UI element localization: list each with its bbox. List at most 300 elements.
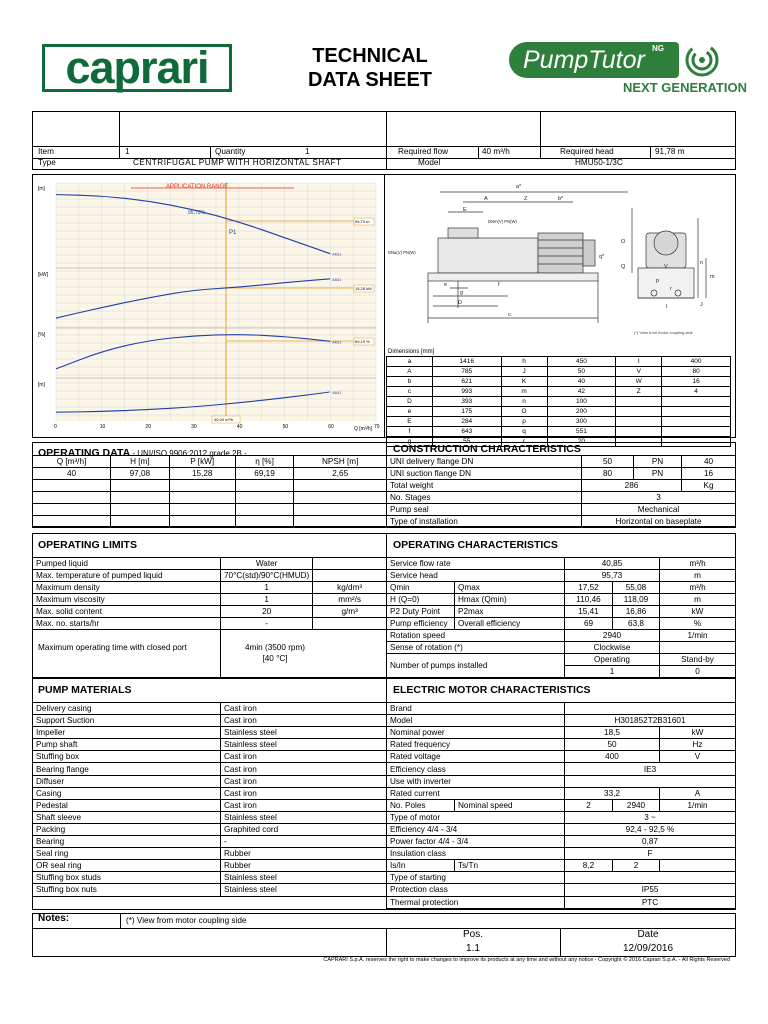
opchar-row (387, 606, 736, 618)
material-part: Support Suction (33, 715, 221, 727)
material-part: Bearing flange (33, 763, 221, 775)
dim-c: c (508, 312, 511, 318)
construction-heading: CONSTRUCTION CHARACTERISTICS (393, 443, 581, 455)
dimension-cell: 300 (547, 417, 616, 427)
x-tick-label: 10 (99, 424, 106, 430)
opchar-label-2: Qmax (455, 582, 565, 594)
construction-row (387, 480, 736, 492)
limits-value: - (221, 618, 313, 630)
curve-name-label: AM11 (332, 277, 342, 282)
pump-drawing (388, 178, 732, 350)
material-row (33, 848, 387, 860)
dim-e: e (444, 282, 448, 288)
dimension-cell: 551 (547, 427, 616, 437)
opchar-label: P2 Duty Point (387, 606, 455, 618)
motor-value: 50 (565, 739, 660, 751)
pos-value: 1.1 (466, 943, 480, 954)
opchar-label-2: Overall efficiency (455, 618, 565, 630)
dimension-cell: p (501, 417, 547, 427)
material-value: - (221, 836, 387, 848)
pos-label: Pos. (462, 929, 483, 940)
dimension-cell: 284 (432, 417, 501, 427)
pumptutor-logo: PumpTutor (509, 42, 679, 78)
dimension-cell (662, 417, 731, 427)
motor-label: Rated voltage (387, 751, 565, 763)
limits-label: Maximum density (33, 582, 221, 594)
dimension-cell: 40 (547, 377, 616, 387)
opchar-value: 110,46 (565, 594, 613, 606)
dim-I: I (666, 304, 668, 310)
dimension-cell: Z (616, 387, 662, 397)
dimension-cell (616, 397, 662, 407)
dim-p: p (656, 278, 660, 284)
opdata-empty (111, 504, 170, 516)
opchar-label: Service head (387, 570, 565, 582)
dimension-cell: 20 (547, 437, 616, 447)
opdata-header: P [kW] (169, 456, 235, 468)
material-value: Stainless steel (221, 884, 387, 896)
opdata-empty (294, 504, 387, 516)
operating-label: Operating (565, 654, 660, 666)
model-label: Model (418, 158, 441, 167)
material-row (33, 823, 387, 835)
construction-unit-label: PN (634, 468, 682, 480)
material-part: Stuffing box nuts (33, 884, 221, 896)
motor-table (386, 702, 736, 909)
opchar-unit: % (660, 618, 736, 630)
opdata-header: Q [m³/h] (33, 456, 111, 468)
opdata-value: 15,28 (169, 468, 235, 480)
annot-h: 95,73 m (355, 219, 370, 224)
construction-value: 80 (582, 468, 634, 480)
max-time-label: Maximum operating time with closed port (38, 643, 187, 652)
dimension-cell: D (387, 397, 433, 407)
dim-Q: Q (621, 264, 626, 270)
pump-materials-heading: PUMP MATERIALS (38, 684, 132, 696)
dimension-row (387, 377, 731, 387)
required-head-label: Required head (560, 147, 614, 156)
footer-copyright: CAPRARI S.p.A. reserves the right to make changes to improve its products at any time and without any notice - Copyright © 2016 Caprari S.p.A. - All Rights Reserved (323, 957, 730, 963)
opchar-row (387, 558, 736, 570)
construction-label: Pump seal (387, 504, 582, 516)
opchar-value-2: 63,8 (613, 618, 660, 630)
dimension-cell: 643 (432, 427, 501, 437)
dim-b: b* (558, 196, 564, 202)
opdata-empty (294, 492, 387, 504)
opchar-label: Rotation speed (387, 630, 565, 642)
material-part: Pump shaft (33, 739, 221, 751)
title-line-2: DATA SHEET (307, 69, 433, 91)
material-part: Delivery casing (33, 703, 221, 715)
opchar-unit (660, 642, 736, 654)
curve-name-label: AM11 (332, 252, 342, 257)
y-unit-h: [m] (38, 186, 45, 192)
dimension-cell: q (501, 427, 547, 437)
opdata-empty (33, 492, 111, 504)
motor-label: No. Poles (387, 799, 455, 811)
dimension-cell: 175 (432, 407, 501, 417)
dimension-row (387, 357, 731, 367)
dimension-cell: 621 (432, 377, 501, 387)
x-tick-label: 30 (191, 424, 197, 430)
material-value: Stainless steel (221, 727, 387, 739)
material-value: Cast iron (221, 799, 387, 811)
construction-unit-label: PN (634, 456, 682, 468)
material-row (33, 775, 387, 787)
dimension-cell: r (501, 437, 547, 447)
dimension-cell (662, 397, 731, 407)
construction-row (387, 516, 736, 528)
opdata-empty (235, 516, 294, 528)
material-part: Bearing (33, 836, 221, 848)
construction-unit-value: 16 (682, 468, 736, 480)
operating-data-table (32, 455, 387, 528)
date-value: 12/09/2016 (622, 943, 674, 954)
opdata-value-row (33, 468, 387, 480)
opdata-empty (169, 516, 235, 528)
dimension-row (387, 407, 731, 417)
material-value: Cast iron (221, 703, 387, 715)
operating-value: 1 (565, 666, 660, 678)
opchar-row (387, 642, 736, 654)
opdata-value: 2,65 (294, 468, 387, 480)
material-row (33, 751, 387, 763)
pumps-installed-table (386, 653, 736, 678)
motor-label: Efficiency class (387, 763, 565, 775)
dim-dna: DNa(V) PN(W) (388, 250, 416, 255)
opdata-empty (111, 480, 170, 492)
annot-eff: 69,19 % (355, 339, 370, 344)
limits-label: Max. solid content (33, 606, 221, 618)
material-value: Cast iron (221, 787, 387, 799)
operating-characteristics-heading: OPERATING CHARACTERISTICS (393, 539, 558, 551)
opdata-header: H [m] (111, 456, 170, 468)
material-row (33, 763, 387, 775)
title-line-1: TECHNICAL (312, 45, 428, 67)
dimension-row (387, 387, 731, 397)
caprari-logo: caprari (42, 44, 232, 92)
construction-value: 3 (582, 492, 736, 504)
limits-row (33, 582, 387, 594)
dim-f: f (498, 282, 500, 288)
motor-row (387, 751, 736, 763)
pumptutor-ng: NG (652, 44, 664, 53)
construction-value: Horizontal on baseplate (582, 516, 736, 528)
motor-label-2: Nominal speed (455, 799, 565, 811)
motor-heading: ELECTRIC MOTOR CHARACTERISTICS (393, 684, 591, 696)
opdata-value: 69,19 (235, 468, 294, 480)
motor-unit: A (660, 787, 736, 799)
material-part: Impeller (33, 727, 221, 739)
opdata-empty-row (33, 504, 387, 516)
dimension-cell: J (501, 367, 547, 377)
item-label: Item (38, 147, 54, 156)
dimension-cell: 4 (662, 387, 731, 397)
motor-row (387, 727, 736, 739)
dimension-cell: m (501, 387, 547, 397)
opchar-value: 15,41 (565, 606, 613, 618)
limits-unit: mm²/s (313, 594, 387, 606)
construction-value: 286 (582, 480, 682, 492)
dimension-cell: b (387, 377, 433, 387)
motor-value: H301852T2B31601 (565, 715, 736, 727)
opchar-label-2: P2max (455, 606, 565, 618)
y-unit-p: [kW] (38, 272, 48, 278)
limits-unit: g/m³ (313, 606, 387, 618)
opchar-value: 2940 (565, 630, 660, 642)
material-row (33, 836, 387, 848)
opchar-value: 17,52 (565, 582, 613, 594)
dimension-cell: 55 (432, 437, 501, 447)
motor-unit: kW (660, 727, 736, 739)
opdata-empty-row (33, 492, 387, 504)
dim-m: m (710, 274, 715, 280)
opdata-value: 97,08 (111, 468, 170, 480)
limits-label: Max. no. starts/hr (33, 618, 221, 630)
x-tick-label: 50 (282, 424, 289, 430)
material-row (33, 739, 387, 751)
notes-text: (*) View from motor coupling side (126, 916, 247, 925)
opchar-label: Qmin (387, 582, 455, 594)
dimension-cell (616, 407, 662, 417)
dimension-cell: W (616, 377, 662, 387)
item-value: 1 (125, 147, 130, 156)
limits-row (33, 618, 387, 630)
opchar-label: Sense of rotation (*) (387, 642, 565, 654)
material-value: Cast iron (221, 763, 387, 775)
standby-value: 0 (660, 666, 736, 678)
date-label: Date (637, 929, 659, 940)
dimension-cell: c (387, 387, 433, 397)
material-part: Diffuser (33, 775, 221, 787)
pumps-installed-label: Number of pumps installed (387, 654, 565, 678)
opchar-unit: m³/h (660, 558, 736, 570)
performance-chart (36, 178, 382, 434)
opdata-empty (33, 480, 111, 492)
standby-label: Stand-by (660, 654, 736, 666)
limits-value: 20 (221, 606, 313, 618)
dimension-cell: E (387, 417, 433, 427)
opdata-empty (294, 480, 387, 492)
opchar-row (387, 582, 736, 594)
opdata-value: 40 (33, 468, 111, 480)
motor-value-2: 2940 (613, 799, 660, 811)
motor-row (387, 799, 736, 811)
material-row (33, 872, 387, 884)
motor-body (538, 233, 583, 273)
material-part: Stuffing box studs (33, 872, 221, 884)
construction-label: UNI delivery flange DN (387, 456, 582, 468)
motor-row (387, 823, 736, 835)
material-part: Pedestal (33, 799, 221, 811)
opchar-value: 69 (565, 618, 613, 630)
material-row (33, 799, 387, 811)
dimension-cell: K (501, 377, 547, 387)
dimension-cell: 450 (547, 357, 616, 367)
motor-value (565, 703, 736, 715)
curve-name-label: AM11 (332, 340, 342, 345)
limits-label: Maximum viscosity (33, 594, 221, 606)
motor-value: 0,87 (565, 836, 736, 848)
max-time-row (32, 629, 387, 678)
swirl-icon (684, 42, 728, 78)
motor-value: 400 (565, 751, 660, 763)
dimension-cell: g (387, 437, 433, 447)
motor-row (387, 775, 736, 787)
construction-row (387, 468, 736, 480)
opdata-empty (111, 516, 170, 528)
opchar-value-2: 55,08 (613, 582, 660, 594)
construction-label: UNI suction flange DN (387, 468, 582, 480)
dim-A: A (484, 196, 488, 202)
material-part: Casing (33, 787, 221, 799)
dim-O: O (621, 239, 626, 245)
motor-value: 33,2 (565, 787, 660, 799)
y-unit-npsh: [m] (38, 382, 45, 388)
dimension-cell: 16 (662, 377, 731, 387)
motor-value: IP55 (565, 884, 736, 896)
material-value: Rubber (221, 860, 387, 872)
dimension-row (387, 367, 731, 377)
operating-data-heading: OPERATING DATA - UNI/ISO 9906:2012 grade 2B - (38, 447, 247, 459)
operating-limits-heading: OPERATING LIMITS (38, 539, 137, 551)
dimension-cell: 785 (432, 367, 501, 377)
limits-row (33, 570, 387, 582)
drawing-note: (*) View from motor coupling side (634, 330, 693, 335)
dim-r: r (670, 286, 672, 292)
material-row (33, 811, 387, 823)
opchar-row (387, 630, 736, 642)
motor-value: F (565, 848, 736, 860)
motor-label-2: Ts/Tn (455, 860, 565, 872)
dim-g: g (460, 290, 464, 296)
construction-value: Mechanical (582, 504, 736, 516)
required-head-value: 91,78 m (655, 147, 685, 156)
limits-value: 1 (221, 582, 313, 594)
construction-label: Total weight (387, 480, 582, 492)
required-flow-value: 40 m³/h (482, 147, 510, 156)
next-generation-label: NEXT GENERATION (623, 80, 747, 95)
pump-body (438, 238, 538, 273)
dimension-cell: a (387, 357, 433, 367)
limits-unit (313, 618, 387, 630)
dimension-cell: A (387, 367, 433, 377)
motor-row (387, 763, 736, 775)
motor-label: Model (387, 715, 565, 727)
motor-unit: 1/min (660, 799, 736, 811)
construction-value: 50 (582, 456, 634, 468)
opdata-empty (235, 492, 294, 504)
motor-label: Is/In (387, 860, 455, 872)
required-flow-label: Required flow (398, 147, 449, 156)
opdata-header: NPSH [m] (294, 456, 387, 468)
limits-value: 1 (221, 594, 313, 606)
construction-row (387, 504, 736, 516)
application-range-label: APPLICATION RANGE (166, 184, 229, 190)
limits-unit (313, 570, 387, 582)
curve-name-label: AM11 (332, 391, 342, 396)
dim-dnm: DNm(V) PN(W) (488, 219, 517, 224)
material-value: Graphited cord (221, 823, 387, 835)
motor-value: 18,5 (565, 727, 660, 739)
limits-label: Max. temperature of pumped liquid (33, 570, 221, 582)
motor-label: Rated frequency (387, 739, 565, 751)
document-title (280, 44, 460, 92)
dimension-cell: f (387, 427, 433, 437)
motor-row (387, 739, 736, 751)
opdata-empty (169, 492, 235, 504)
opchar-unit: kW (660, 606, 736, 618)
motor-label: Nominal power (387, 727, 565, 739)
motor-value (565, 872, 736, 884)
opdata-header-row (33, 456, 387, 468)
opchar-label-2: Hmax (Qmin) (455, 594, 565, 606)
model-value: HMU50-1/3C (575, 158, 623, 167)
material-row (33, 860, 387, 872)
material-part: Shaft sleeve (33, 811, 221, 823)
dimension-cell: I (616, 357, 662, 367)
dimension-cell: e (387, 407, 433, 417)
dimension-cell (616, 427, 662, 437)
operating-limits-table (32, 557, 387, 630)
opdata-empty (235, 504, 294, 516)
dimension-cell: 200 (547, 407, 616, 417)
motor-label: Rated current (387, 787, 565, 799)
opchar-value: 40,85 (565, 558, 660, 570)
motor-value: IE3 (565, 763, 736, 775)
opchar-row (387, 618, 736, 630)
dimensions-table (386, 356, 731, 447)
type-label: Type (38, 158, 56, 167)
dimension-cell (616, 417, 662, 427)
dim-J: J (700, 302, 703, 308)
opdata-header: η [%] (235, 456, 294, 468)
dimension-cell: 80 (662, 367, 731, 377)
baseplate (428, 273, 598, 281)
opdata-empty (169, 504, 235, 516)
opchar-unit: m (660, 570, 736, 582)
motor-label: Thermal protection (387, 896, 565, 908)
motor-value: 2 (565, 799, 613, 811)
material-value: Rubber (221, 848, 387, 860)
motor-unit: V (660, 751, 736, 763)
annot-q: 40,00 m³/h (214, 417, 234, 422)
p1-label: P1 (229, 230, 237, 236)
max-time-value: 4min (3500 rpm) [40 °C] (244, 643, 306, 663)
opdata-empty (33, 504, 111, 516)
dimension-cell: n (501, 397, 547, 407)
dimension-cell: h (501, 357, 547, 367)
x-tick-label: 40 (236, 424, 243, 430)
dim-D: D (458, 300, 462, 306)
opchar-value-2: 16,86 (613, 606, 660, 618)
motor-label: Brand (387, 703, 565, 715)
x-tick-label: 0 (54, 424, 57, 430)
motor-row (387, 703, 736, 715)
notes-label: Notes: (38, 913, 70, 924)
limits-value: Water (221, 558, 313, 570)
opchar-unit: m³/h (660, 582, 736, 594)
motor-value: 92,4 - 92,5 % (565, 823, 736, 835)
dim-Z: Z (524, 196, 528, 202)
x-tick-label: 70 (374, 424, 380, 430)
motor-label: Type of starting (387, 872, 565, 884)
dimension-cell: 50 (547, 367, 616, 377)
operating-characteristics-table (386, 557, 736, 654)
dimension-row (387, 397, 731, 407)
dimension-cell (662, 427, 731, 437)
x-tick-label: 60 (328, 424, 334, 430)
